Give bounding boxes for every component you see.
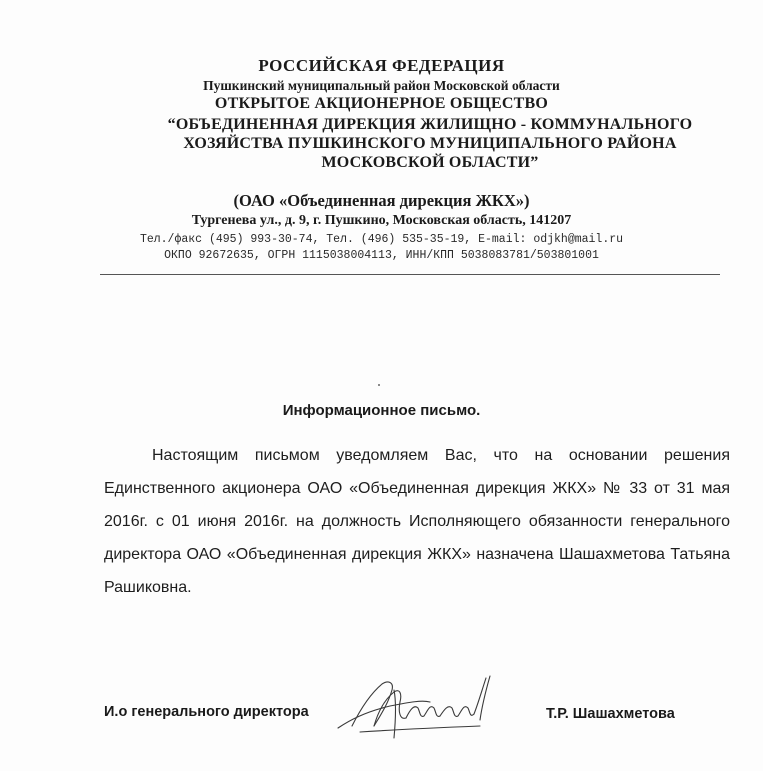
signatory-position: И.о генерального директора [104,704,309,720]
letterhead-short-name: (ОАО «Объединенная дирекция ЖКХ») [233,191,530,210]
letterhead-divider [100,274,720,275]
letterhead-district: Пушкинский муниципальный район Московской области [203,78,560,93]
letter-body: Настоящим письмом уведомляем Вас, что на основании решения Единственного акционера ОАО «Объединенная дирекция ЖКХ» № 33 от 31 мая 2016г. с 01 июня 2016г. на должность Исполняющего обязанности генерального директора ОАО «Объединенная дирекция ЖКХ» назначена Шашахметова Татьяна Рашиковна. [104,447,730,596]
letter-body-block [104,439,730,604]
handwritten-signature [330,660,500,750]
letterhead-registry: ОКПО 92672635, ОГРН 1115038004113, ИНН/КПП 5038083781/503801001 [164,249,599,262]
letterhead-company-type: ОТКРЫТОЕ АКЦИОНЕРНОЕ ОБЩЕСТВО [214,95,549,112]
signatory-name: Т.Р. Шашахметова [546,706,675,722]
letterhead-country: РОССИЙСКАЯ ФЕДЕРАЦИЯ [258,56,505,75]
letterhead-contacts: Тел./факс (495) 993-30-74, Тел. (496) 535-35-19, E-mail: odjkh@mail.ru [139,233,624,246]
letter-title: Информационное письмо. [282,402,481,419]
letterhead-company-name: “ОБЪЕДИНЕННАЯ ДИРЕКЦИЯ ЖИЛИЩНО - КОММУНАЛЬНОГО ХОЗЯЙСТВА ПУШКИНСКОГО МУНИЦИПАЛЬНОГО РАЙОНА МОСКОВСКОЙ ОБЛАСТИ” [167,116,693,171]
letterhead-address: Тургенева ул., д. 9, г. Пушкино, Московская область, 141207 [191,213,572,228]
scan-speck [378,384,380,386]
